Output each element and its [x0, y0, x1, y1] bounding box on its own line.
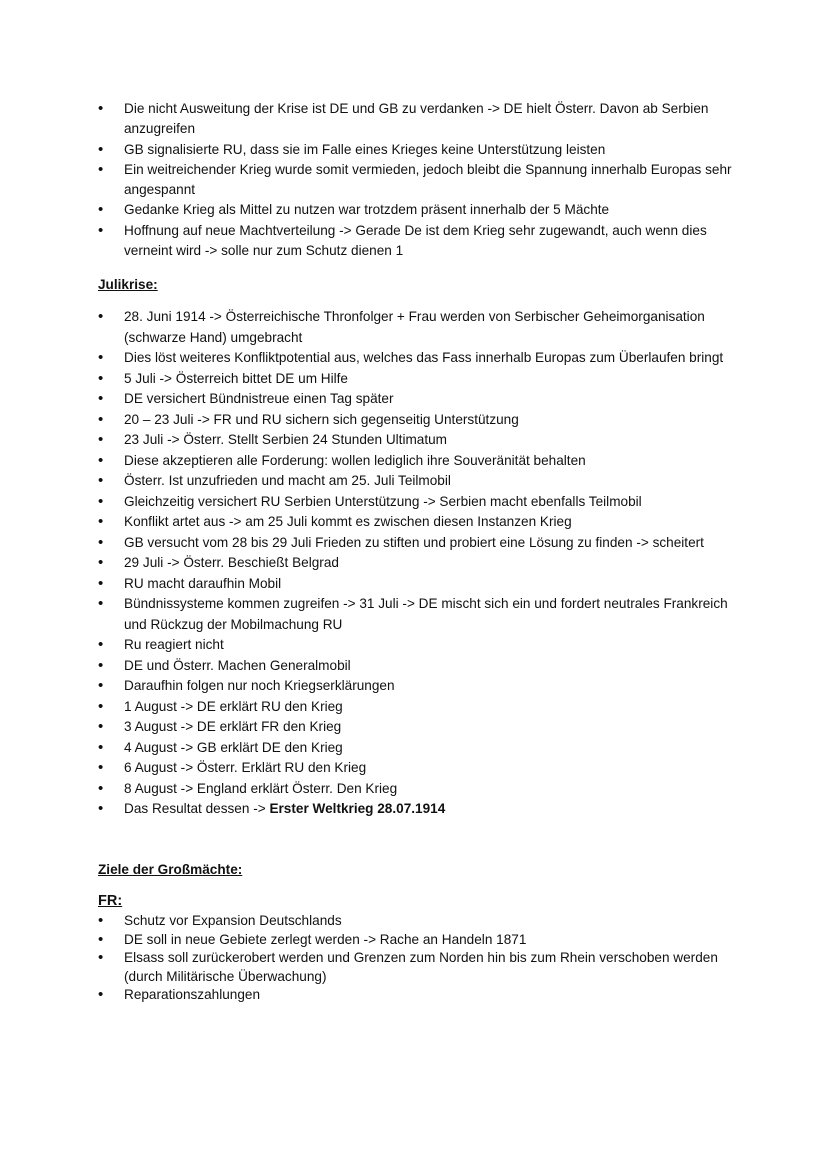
list-item: • Bündnissysteme kommen zugreifen -> 31 Juli -> DE mischt sich ein und fordert neutrales Frankreich und Rückzug der Mobilmachung RU: [98, 594, 738, 635]
list-item: • DE und Österr. Machen Generalmobil: [98, 656, 738, 677]
list-item: • Schutz vor Expansion Deutschlands: [98, 912, 738, 931]
ziele-heading: Ziele der Großmächte:: [98, 862, 243, 877]
list-item: • GB signalisierte RU, dass sie im Falle eines Krieges keine Unterstützung leisten: [98, 140, 738, 160]
list-item: • DE versichert Bündnistreue einen Tag später: [98, 389, 738, 410]
list-item: • GB versucht vom 28 bis 29 Juli Frieden zu stiften und probiert eine Lösung zu finden -> scheitert: [98, 533, 738, 554]
list-item: • Hoffnung auf neue Machtverteilung -> Gerade De ist dem Krieg sehr zugewandt, auch wenn dies verneint wird -> solle nur zum Schutz dienen 1: [98, 221, 738, 262]
resultat-bold: Erster Weltkrieg 28.07.1914: [269, 801, 446, 816]
list-item: • Konflikt artet aus -> am 25 Juli kommt es zwischen diesen Instanzen Krieg: [98, 512, 738, 533]
list-item: • Die nicht Ausweitung der Krise ist DE und GB zu verdanken -> DE hielt Österr. Davon ab Serbien anzugreifen: [98, 99, 738, 140]
list-item: • Elsass soll zurückerobert werden und Grenzen zum Norden hin bis zum Rhein verschoben werden (durch Militärische Überwachung): [98, 949, 738, 986]
list-item: • Ein weitreichender Krieg wurde somit vermieden, jedoch bleibt die Spannung innerhalb Europas sehr angespannt: [98, 160, 738, 201]
list-item: • 5 Juli -> Österreich bittet DE um Hilfe: [98, 369, 738, 390]
list-item: • 29 Juli -> Österr. Beschießt Belgrad: [98, 553, 738, 574]
list-item: • 8 August -> England erklärt Österr. Den Krieg: [98, 779, 738, 800]
list-item: • 1 August -> DE erklärt RU den Krieg: [98, 697, 738, 718]
fr-list: [98, 912, 738, 1005]
resultat-prefix: Das Resultat dessen ->: [124, 801, 270, 816]
list-item: • 23 Juli -> Österr. Stellt Serbien 24 Stunden Ultimatum: [98, 430, 738, 451]
julikrise-heading: Julikrise:: [98, 277, 158, 292]
list-item: • Reparationszahlungen: [98, 986, 738, 1005]
list-item: • Dies löst weiteres Konfliktpotential aus, welches das Fass innerhalb Europas zum Überlaufen bringt: [98, 348, 738, 369]
list-item: • 4 August -> GB erklärt DE den Krieg: [98, 738, 738, 759]
list-item: • Ru reagiert nicht: [98, 635, 738, 656]
list-item: • 20 – 23 Juli -> FR und RU sichern sich gegenseitig Unterstützung: [98, 410, 738, 431]
list-item: • Diese akzeptieren alle Forderung: wollen lediglich ihre Souveränität behalten: [98, 451, 738, 472]
list-item: • DE soll in neue Gebiete zerlegt werden -> Rache an Handeln 1871: [98, 931, 738, 950]
list-item: • 3 August -> DE erklärt FR den Krieg: [98, 717, 738, 738]
julikrise-list: [98, 307, 738, 820]
list-item: • Gleichzeitig versichert RU Serbien Unterstützung -> Serbien macht ebenfalls Teilmobil: [98, 492, 738, 513]
list-item: • 6 August -> Österr. Erklärt RU den Krieg: [98, 758, 738, 779]
list-item: • RU macht daraufhin Mobil: [98, 574, 738, 595]
intro-list: [98, 99, 738, 261]
fr-heading: FR:: [98, 893, 123, 909]
list-item: • Daraufhin folgen nur noch Kriegserklärungen: [98, 676, 738, 697]
resultat-item: [98, 799, 738, 820]
list-item: • Gedanke Krieg als Mittel zu nutzen war trotzdem präsent innerhalb der 5 Mächte: [98, 200, 738, 220]
list-item: • Österr. Ist unzufrieden und macht am 25. Juli Teilmobil: [98, 471, 738, 492]
list-item: • 28. Juni 1914 -> Österreichische Thronfolger + Frau werden von Serbischer Geheimorganisation (schwarze Hand) umgebracht: [98, 307, 738, 348]
